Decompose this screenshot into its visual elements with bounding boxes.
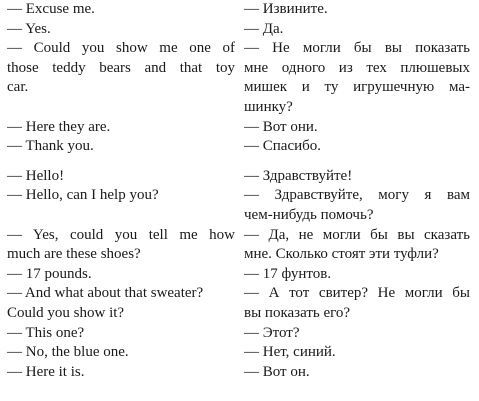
english-dialogue-3	[7, 226, 235, 383]
russian-line: — Здравствуйте!	[244, 167, 353, 184]
spacer-line	[7, 206, 235, 226]
russian-line: — Нет, синий.	[244, 344, 336, 361]
english-dialogue-1b	[7, 118, 235, 157]
spacer-line	[7, 98, 235, 118]
english-column	[7, 0, 235, 382]
russian-dialogue-2	[244, 167, 470, 226]
russian-line: шинку?	[244, 98, 293, 115]
english-line: — Excuse me.	[7, 1, 95, 17]
section-gap	[7, 157, 235, 167]
russian-line: — Вот он.	[244, 363, 310, 380]
russian-line: — Не могли бы вы показать	[244, 40, 470, 57]
english-line: Could you show it?	[7, 304, 125, 321]
russian-line: — Вот они.	[244, 118, 318, 135]
russian-line: мне. Сколько стоят эти туфли?	[244, 246, 439, 263]
english-line: those teddy bears and that toy	[7, 59, 235, 76]
english-line: — Hello, can I help you?	[7, 187, 159, 204]
section-gap	[244, 157, 470, 167]
english-line: — Yes.	[7, 20, 51, 37]
english-dialogue-2	[7, 167, 235, 206]
russian-dialogue-3	[244, 226, 470, 383]
english-line: — Yes, could you tell me how	[7, 226, 235, 243]
russian-line: чем-нибудь помочь?	[244, 206, 374, 223]
english-line: — 17 pounds.	[7, 265, 92, 282]
english-line: much are these shoes?	[7, 246, 141, 263]
english-line: — Thank you.	[7, 138, 94, 155]
russian-line: — Здравствуйте, могу я вам	[244, 187, 470, 204]
russian-column	[244, 0, 470, 382]
english-line: — This one?	[7, 324, 85, 341]
russian-line: — Извините.	[244, 1, 328, 17]
russian-dialogue-1b	[244, 118, 470, 157]
russian-line: — Спасибо.	[244, 138, 322, 155]
english-line: — And what about that sweater?	[7, 285, 204, 302]
english-line: — Here it is.	[7, 363, 85, 380]
russian-line: мишек и ту игрушечную ма-	[244, 79, 470, 96]
english-line: — Could you show me one of	[7, 40, 235, 57]
russian-line: — Да, не могли бы вы сказать	[244, 226, 470, 243]
russian-line: — А тот свитер? Не могли бы	[244, 285, 470, 302]
english-line: — Hello!	[7, 167, 65, 184]
russian-line: мне одного из тех плюшевых	[244, 59, 470, 76]
english-line: — No, the blue one.	[7, 344, 129, 361]
english-line: — Here they are.	[7, 118, 111, 135]
russian-dialogue-1	[244, 0, 470, 118]
russian-line: — Этот?	[244, 324, 300, 341]
english-dialogue-1	[7, 0, 235, 98]
russian-line: — Да.	[244, 20, 284, 37]
russian-line: — 17 фунтов.	[244, 265, 332, 282]
english-line: car.	[7, 79, 29, 96]
russian-line: вы показать его?	[244, 304, 351, 321]
